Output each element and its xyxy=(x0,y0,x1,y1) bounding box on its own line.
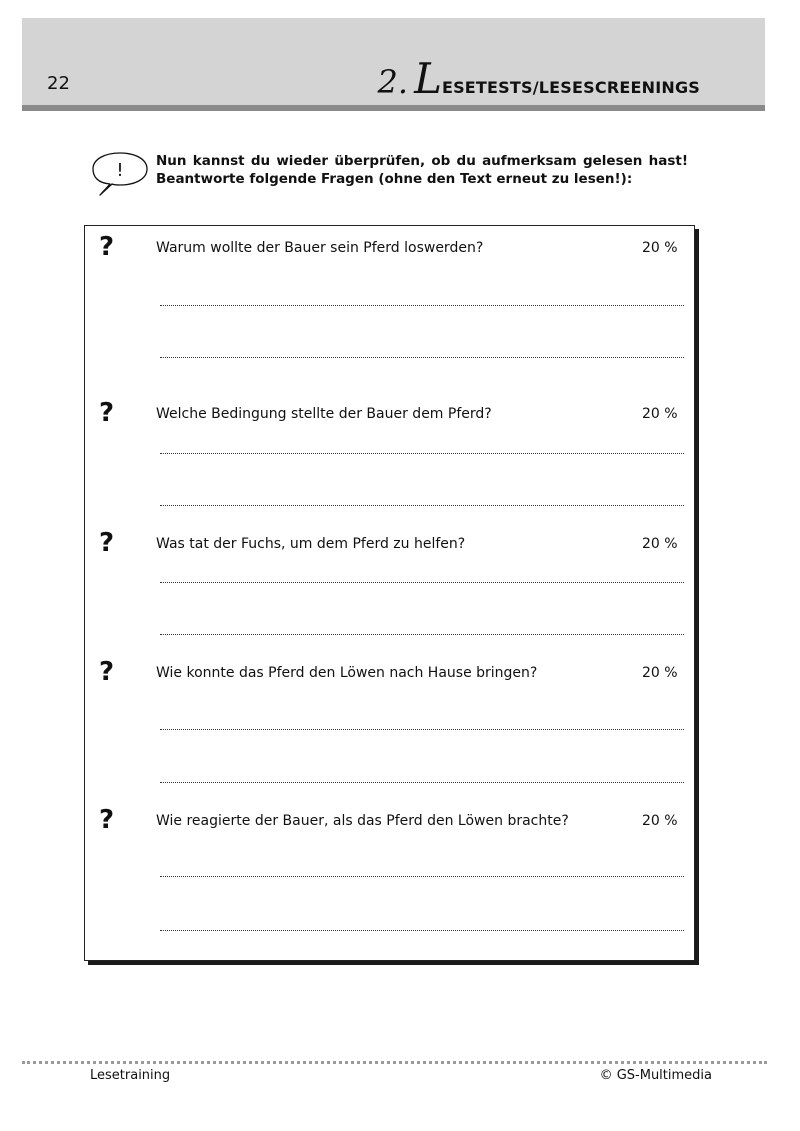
question-points: 20 % xyxy=(642,813,678,829)
footer-left: Lesetraining xyxy=(90,1068,171,1083)
question-2 xyxy=(85,398,694,428)
question-mark-icon: ? xyxy=(99,528,115,558)
question-points: 20 % xyxy=(642,406,678,422)
footer-rule xyxy=(22,1061,767,1064)
question-box xyxy=(84,225,695,961)
footer-copyright: © GS-Multimedia xyxy=(599,1068,712,1083)
speech-bubble-exclamation-icon xyxy=(90,150,150,198)
header-rule xyxy=(22,105,765,111)
question-text: Was tat der Fuchs, um dem Pferd zu helfen? xyxy=(156,536,466,552)
instruction-text xyxy=(156,152,688,188)
question-4 xyxy=(85,657,694,687)
exclamation-symbol: ! xyxy=(116,160,124,181)
question-3 xyxy=(85,528,694,558)
question-5 xyxy=(85,805,694,835)
instruction-line-1: Nun kannst du wieder überprüfen, ob du aufmerksam gelesen hast! xyxy=(156,153,688,169)
question-text: Warum wollte der Bauer sein Pferd loswerden? xyxy=(156,240,484,256)
question-mark-icon: ? xyxy=(99,805,115,835)
answer-line[interactable] xyxy=(160,782,684,783)
answer-line[interactable] xyxy=(160,930,684,931)
chapter-title xyxy=(378,54,700,103)
chapter-number: 2. xyxy=(377,63,409,101)
answer-line[interactable] xyxy=(160,305,684,306)
answer-line[interactable] xyxy=(160,357,684,358)
question-1 xyxy=(85,232,694,262)
question-points: 20 % xyxy=(642,536,678,552)
chapter-title-rest: ESETESTS/LESESCREENINGS xyxy=(441,78,700,97)
chapter-initial: L xyxy=(414,54,442,103)
answer-line[interactable] xyxy=(160,876,684,877)
answer-line[interactable] xyxy=(160,582,684,583)
question-mark-icon: ? xyxy=(99,398,115,428)
answer-line[interactable] xyxy=(160,505,684,506)
page-number: 22 xyxy=(47,73,70,94)
question-points: 20 % xyxy=(642,665,678,681)
question-text: Wie reagierte der Bauer, als das Pferd den Löwen brachte? xyxy=(156,813,569,829)
question-text: Wie konnte das Pferd den Löwen nach Hause bringen? xyxy=(156,665,538,681)
question-mark-icon: ? xyxy=(99,657,115,687)
question-mark-icon: ? xyxy=(99,232,115,262)
answer-line[interactable] xyxy=(160,729,684,730)
answer-line[interactable] xyxy=(160,453,684,454)
instruction-line-2: Beantworte folgende Fragen (ohne den Text erneut zu lesen!): xyxy=(156,171,633,187)
question-points: 20 % xyxy=(642,240,678,256)
answer-line[interactable] xyxy=(160,634,684,635)
question-text: Welche Bedingung stellte der Bauer dem Pferd? xyxy=(156,406,492,422)
